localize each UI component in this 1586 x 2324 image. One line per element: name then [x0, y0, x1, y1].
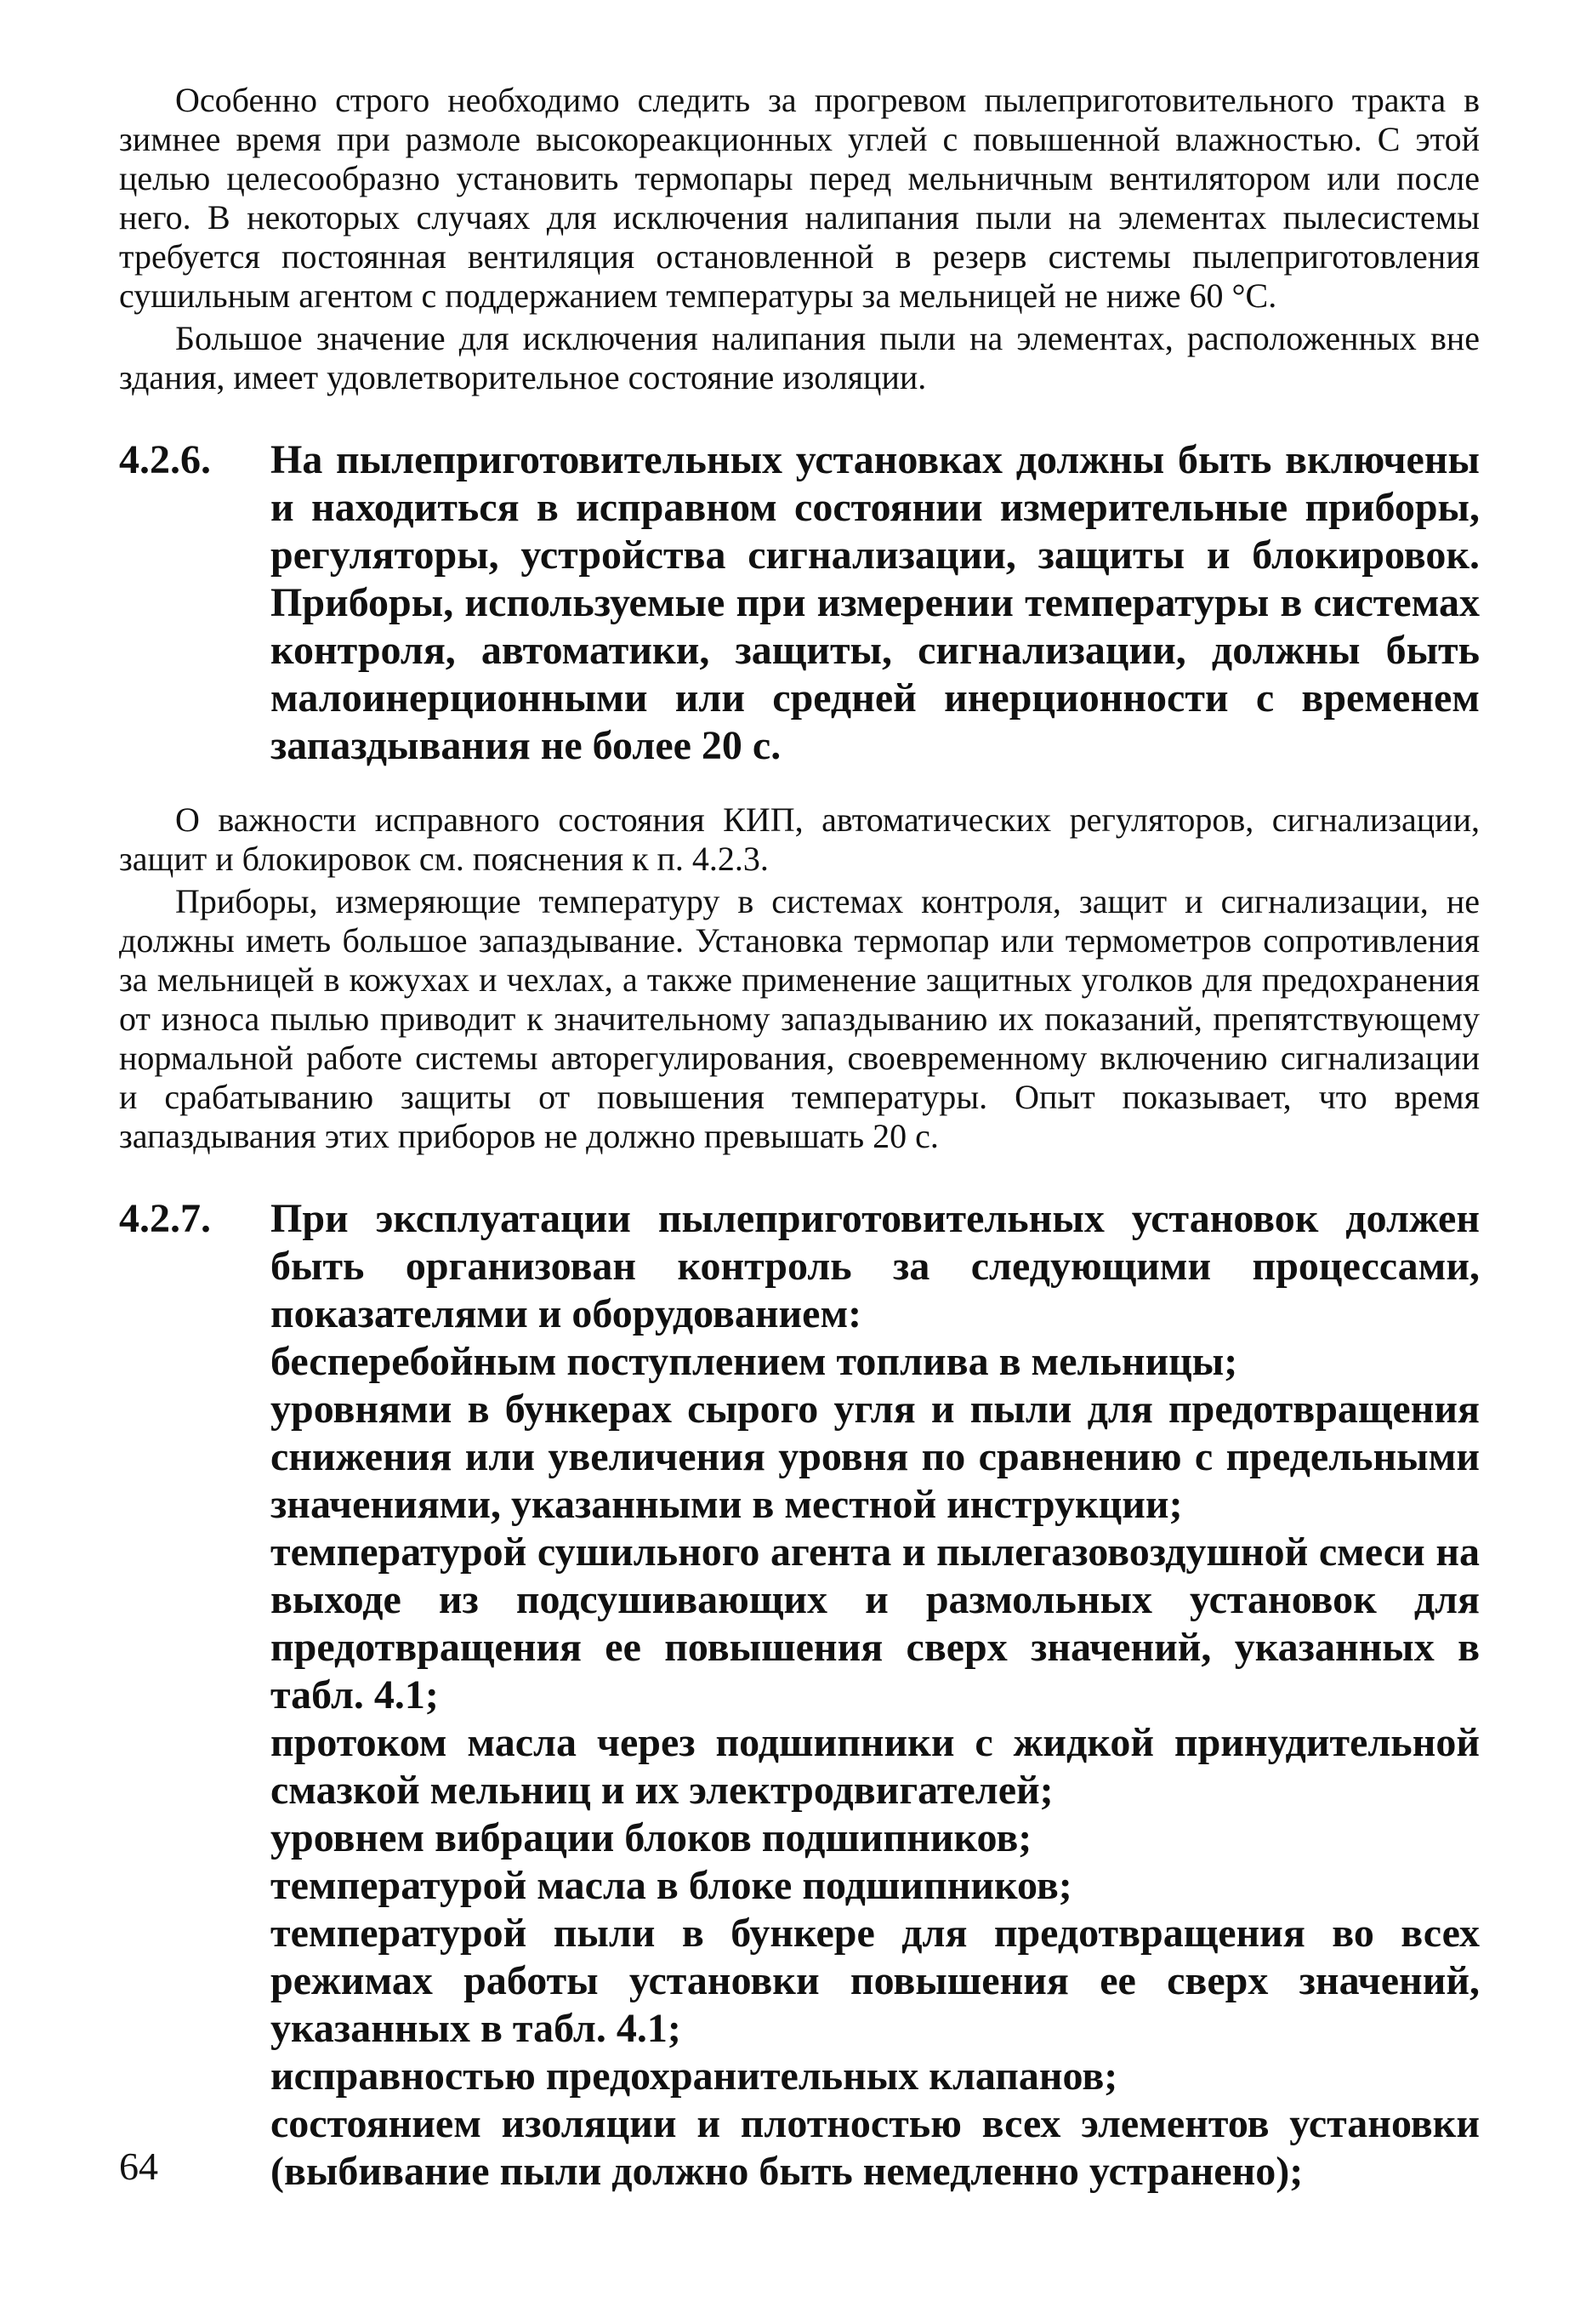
section-4-2-7	[119, 1195, 1480, 2196]
list-item: температурой пыли в бункере для предотвращения во всех режимах работы установки повышения ее сверх значений, указанных в табл. 4.1;	[270, 1911, 1480, 2051]
section-4-2-6	[119, 436, 1480, 770]
list-item: уровнем вибрации блоков подшипников;	[270, 1815, 1032, 1860]
page-number: 64	[119, 2145, 158, 2188]
list-item: состоянием изоляции и плотностью всех элементов установки (выбивание пыли должно быть немедленно устранено);	[270, 2101, 1480, 2194]
intro-paragraph-2: Большое значение для исключения налипания пыли на элементах, расположенных вне здания, имеет удовлетворительное состояние изоляции.	[119, 319, 1480, 396]
list-item: протоком масла через подшипники с жидкой принудительной смазкой мельниц и их электродвигателей;	[270, 1720, 1480, 1813]
section-body	[270, 1195, 1480, 2196]
section-heading: На пылеприготовительных установках должны быть включены и находиться в исправном состоянии измерительные приборы, регуляторы, устройства сигнализации, защиты и блокировок. Приборы, используемые при измерении температуры в системах контроля, автоматики, защиты, сигнализации, должны быть малоинерционными или средней инерционности с временем запаздывания не более 20 с.	[270, 437, 1480, 768]
list-item: уровнями в бункерах сырого угля и пыли для предотвращения снижения или увеличения уровня по сравнению с предельными значениями, указанными в местной инструкции;	[270, 1387, 1480, 1527]
section-number: 4.2.6.	[119, 437, 211, 482]
section-heading: При эксплуатации пылеприготовительных установок должен быть организован контроль за следующими процессами, показателями и оборудованием:	[270, 1196, 1480, 1336]
list-item: бесперебойным поступлением топлива в мельницы;	[270, 1339, 1238, 1384]
list-item: исправностью предохранительных клапанов;	[270, 2053, 1118, 2099]
intro-paragraph-1: Особенно строго необходимо следить за прогревом пылеприготовительного тракта в зимнее время при размоле высокореакционных углей с повышенной влажностью. С этой целью целесообразно установить термопары перед мельничным вентилятором или после него. В некоторых случаях для исключения налипания пыли на элементах пылесистемы требуется постоянная вентиляция остановленной в резерв системы пылеприготовления сушильным агентом с поддержанием температуры за мельницей не ниже 60 °С.	[119, 81, 1480, 315]
section-body	[270, 436, 1480, 770]
list-item: температурой масла в блоке подшипников;	[270, 1863, 1072, 1908]
section-4-2-6-paragraph-1: О важности исправного состояния КИП, автоматических регуляторов, сигнализации, защит и блокировок см. пояснения к п. 4.2.3.	[119, 800, 1480, 878]
section-4-2-6-paragraph-2: Приборы, измеряющие температуру в системах контроля, защит и сигнализации, не должны иметь большое запаздывание. Установка термопар или термометров сопротивления за мельницей в кожухах и чехлах, а также применение защитных уголков для предохранения от износа пылью приводит к значительному запаздыванию их показаний, препятствующему нормальной работе системы авторегулирования, своевременному включению сигнализации и срабатыванию защиты от повышения температуры. Опыт показывает, что время запаздывания этих приборов не должно превышать 20 с.	[119, 882, 1480, 1155]
section-number: 4.2.7.	[119, 1196, 211, 1241]
list-item: температурой сушильного агента и пылегазовоздушной смеси на выходе из подсушивающих и размольных установок для предотвращения ее повышения сверх значений, указанных в табл. 4.1;	[270, 1529, 1480, 1717]
page-content	[119, 81, 1480, 2226]
